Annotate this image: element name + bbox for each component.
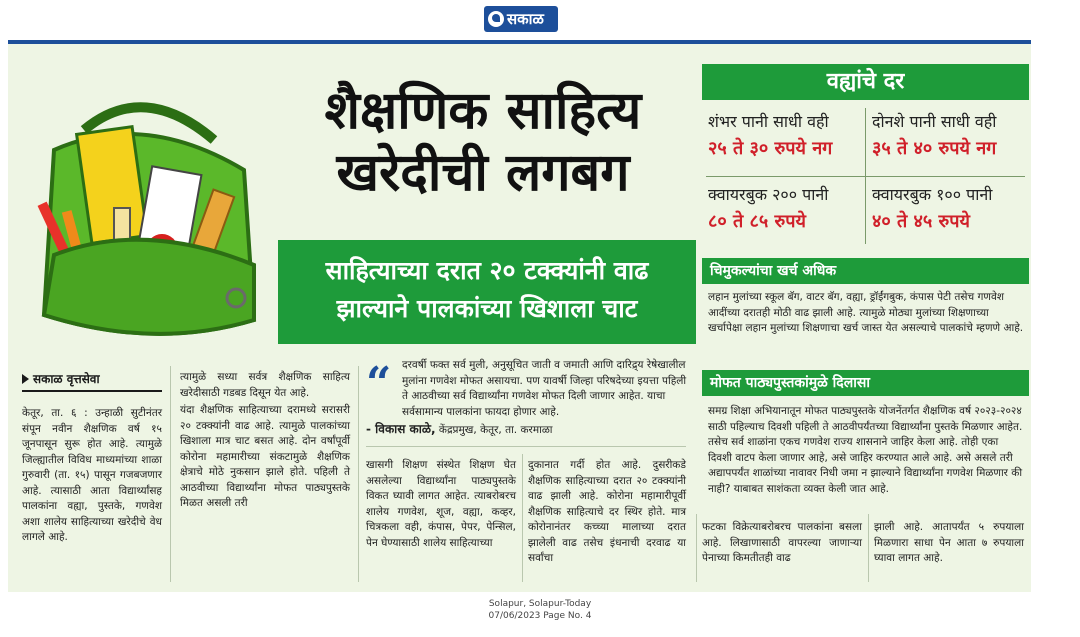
article-column-2	[180, 370, 350, 514]
article-paragraph: दुकानात गर्दी होत आहे. दुसरीकडे शैक्षणिक साहित्याच्या दरात २० टक्क्यांनी वाढ झाली आहे. कोरोना महामारीपूर्वी शैक्षणिक साहित्याचे दर स्थिर होते. मात्र कोरोनानंतर कच्च्या मालाच्या दरात झालेली वाढ तसेच इंधनाची दरवाढ या सर्वांचा	[528, 459, 686, 564]
column-divider	[696, 514, 697, 582]
byline	[22, 370, 162, 392]
quote-designation: केंद्रप्रमुख, केतूर, ता. करमाळा	[438, 424, 553, 436]
footer-edition: Solapur, Solapur-Today	[488, 599, 592, 609]
quote-divider	[366, 446, 686, 447]
subheadline-line-1: साहित्याच्या दरात २० टक्क्यांनी वाढ	[325, 256, 649, 285]
box-text-kids-expense: लहान मुलांच्या स्कूल बॅग, वाटर बॅग, वह्या, ड्रॉईंगबुक, कंपास पेटी तसेच गणवेश आदींच्या दरातही मोठी वाढ झाली आहे. त्यामुळे मोठ्या मुलांच्या शिक्षणाच्या खर्चापेक्षा लहान मुलांच्या शिक्षणाचा खर्च जास्त येत असल्याचे पालकांचे म्हणणे आहे.	[708, 291, 1024, 334]
quote-text: दरवर्षी फक्त सर्व मुली, अनुसूचित जाती व जमाती आणि दारिद्र्य रेषेखालील मुलांना गणवेश मोफत असायचा. पण यावर्षी जिल्हा परिषदेच्या इयत्ता पहिली ते आठवीच्या सर्व विद्यार्थ्यांना गणवेश मोफत दिली जाणार आहेत. याचा सर्वसामान्य पालकांना फायदा होणार आहे.	[402, 359, 687, 418]
headline	[278, 80, 688, 204]
article-paragraph: खासगी शिक्षण संस्थेत शिक्षण घेत असलेल्या विद्यार्थ्यांना पाठ्यपुस्तके विकत घ्यावी लागत आहेत. त्याबरोबरच शालेय गणवेश, शूज, वह्या, कव्हर, चित्रकला वही, कंपास, पेपर, पेन्सिल, पेन घेण्यासाठी शालेय साहित्याच्या	[366, 459, 516, 549]
rate-label: क्वायरबुक १०० पानी	[872, 185, 993, 204]
article-column-4	[528, 458, 686, 569]
article-column-6	[874, 520, 1024, 569]
byline-arrow-icon	[22, 374, 29, 384]
article-column-5	[702, 520, 862, 569]
quote-box	[366, 356, 690, 440]
column-divider	[868, 514, 869, 582]
article-paragraph: केतूर, ता. ६ : उन्हाळी सुटीनंतर संपून नवीन शैक्षणिक वर्ष १५ जूनपासून सुरू होत आहे. त्यामुळे जिल्ह्यातील विविध माध्यमांच्या शाळा गुरुवारी (ता. १५) पासून गजबजणार आहे. त्यासाठी आता विद्यार्थ्यांसह पालकांना वह्या, पुस्तके, गणवेश अशा शालेय साहित्याच्या खरेदीचे वेध लागले आहे.	[22, 407, 162, 543]
masthead-title: सकाळ	[507, 10, 544, 28]
quote-source	[366, 420, 690, 437]
quote-author: - विकास काळे,	[366, 422, 436, 436]
article-paragraph: यंदा शैक्षणिक साहित्याच्या दरामध्ये सरासरी २० टक्क्यांनी वाढ आहे. त्यामुळे पालकांच्या खिशाला मात्र चाट बसत आहे. दोन वर्षांपूर्वी कोरोना महामारीच्या संकटामुळे शैक्षणिक क्षेत्राचे मोठे नुकसान झाले होते. पहिली ते आठवीच्या विद्यार्थ्यांना मोफत पाठ्यपुस्तके मिळत असली तरी	[180, 404, 350, 509]
column-divider	[170, 366, 171, 582]
footer-date-page: 07/06/2023 Page No. 4	[488, 611, 592, 621]
rate-item	[702, 177, 865, 249]
headline-line-2: खरेदीची लगबग	[336, 143, 630, 203]
column-divider	[358, 366, 359, 582]
rate-value: २५ ते ३० रुपये नग	[708, 138, 833, 159]
subheadline-line-2: झाल्याने पालकांच्या खिशाला चाट	[336, 294, 638, 323]
rate-item	[702, 104, 865, 176]
headline-line-1: शैक्षणिक साहित्य	[324, 81, 642, 141]
byline-text: सकाळ वृत्तसेवा	[33, 372, 100, 386]
box-title-free-textbooks: मोफत पाठ्यपुस्तकांमुळे दिलासा	[702, 370, 1029, 396]
rate-label: दोनशे पानी साधी वही	[872, 112, 997, 131]
rates-divider-horizontal	[706, 176, 1025, 177]
rates-title: वह्यांचे दर	[702, 64, 1029, 100]
sakal-sun-icon	[488, 11, 504, 27]
subheadline	[278, 240, 696, 344]
school-bag-icon	[14, 90, 276, 348]
article-column-3	[366, 458, 516, 553]
rate-value: ८० ते ८५ रुपये	[708, 211, 806, 232]
column-divider	[522, 454, 523, 582]
rate-item	[866, 177, 1029, 249]
quote-mark-icon: “	[366, 358, 392, 409]
rate-item	[866, 104, 1029, 176]
rates-grid	[702, 104, 1029, 248]
masthead-logo	[484, 6, 558, 32]
box-title-kids-expense: चिमुकल्यांचा खर्च अधिक	[702, 258, 1029, 284]
article-paragraph: त्यामुळे सध्या सर्वत्र शैक्षणिक साहित्य खरेदीसाठी गडबड दिसून येत आहे.	[180, 371, 350, 399]
article-paragraph: झाली आहे. आतापर्यंत ५ रुपयाला मिळणारा साधा पेन आता ७ रुपयाला घ्यावा लागत आहे.	[874, 521, 1024, 564]
rate-label: क्वायरबुक २०० पानी	[708, 185, 829, 204]
rate-label: शंभर पानी साधी वही	[708, 112, 829, 131]
box-text-free-textbooks: समग्र शिक्षा अभियानातून मोफत पाठ्यपुस्तके योजनेंतर्गत शैक्षणिक वर्ष २०२३-२०२४ साठी पहिल्याच दिवशी पहिली ते आठवीपर्यंतच्या विद्यार्थ्यांना पुस्तके मिळणार आहेत. तसेच सर्व शाळांना एकच गणवेश राज्य शासनाने जाहिर केला आहे. तोही एका दिवशी वाटप केला जाणार आहे, असे जाहिर करण्यात आले आहे. असे असले तरी अद्यापपर्यंत शाळांच्या नावावर निधी जमा न झाल्याने विद्यार्थ्यांना गणवेश मिळणार की नाही? याबाबत साशंकता व्यक्त केली जात आहे.	[708, 405, 1023, 495]
article-paragraph: फटका विक्रेत्याबरोबरच पालकांना बसला आहे. लिखाणासाठी वापरल्या जाणाऱ्या पेनाच्या किमतीतही वाढ	[702, 521, 862, 564]
rate-value: ३५ ते ४० रुपये नग	[872, 138, 997, 159]
article-column-1	[22, 406, 162, 548]
news-clipping	[8, 40, 1031, 592]
footer	[0, 598, 1080, 622]
rate-value: ४० ते ४५ रुपये	[872, 211, 970, 232]
